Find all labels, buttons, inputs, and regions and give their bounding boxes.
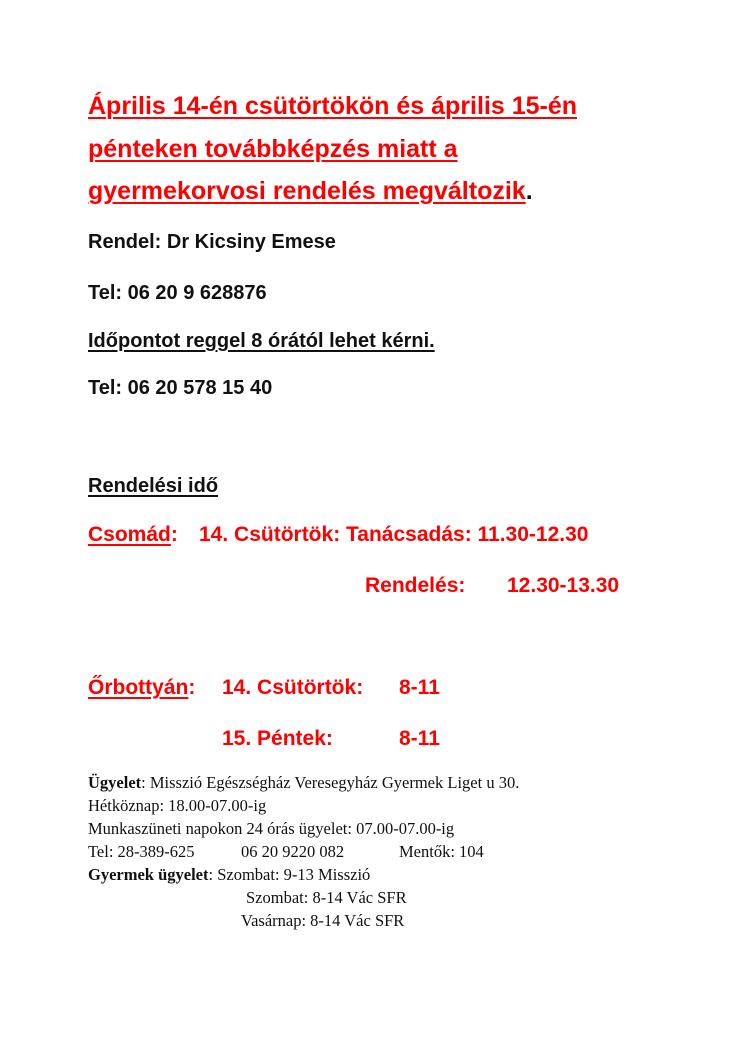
notice-line-2: pénteken továbbképzés miatt a bbox=[88, 135, 458, 163]
notice-line-3-text: gyermekorvosi rendelés megváltozik bbox=[88, 177, 526, 205]
appointment-line: Időpontot reggel 8 órától lehet kérni. bbox=[88, 330, 435, 352]
ugyelet-holiday: Munkaszüneti napokon 24 órás ügyelet: 07.00-07.00-ig bbox=[88, 819, 455, 838]
orbottyan-day1-time: 8-11 bbox=[399, 676, 440, 699]
csomad-rendeles-time: 12.30-13.30 bbox=[507, 574, 620, 597]
orbottyan-day2-label: 15. Péntek: bbox=[222, 727, 333, 750]
orbottyan-colon: : bbox=[188, 676, 196, 699]
ugyelet-mentok: Mentők: 104 bbox=[399, 842, 484, 861]
notice-line-1: Április 14-én csütörtökön és április 15-én bbox=[88, 92, 578, 120]
orbottyan-place: Őrbottyán bbox=[88, 676, 189, 699]
csomad-line bbox=[88, 523, 178, 547]
notice-line-3-period: . bbox=[525, 177, 533, 205]
ugyelet-label: Ügyelet bbox=[88, 773, 142, 792]
child-ugyelet-sat1: : Szombat: 9-13 Misszió bbox=[208, 865, 371, 884]
child-ugyelet-label: Gyermek ügyelet bbox=[88, 865, 209, 884]
orbottyan-day1-label: 14. Csütörtök: bbox=[222, 676, 364, 699]
csomad-colon: : bbox=[170, 523, 178, 546]
tel-line-2: Tel: 06 20 578 15 40 bbox=[88, 377, 273, 399]
hours-title: Rendelési idő bbox=[88, 475, 219, 497]
child-ugyelet-sun: Vasárnap: 8-14 Vác SFR bbox=[241, 911, 405, 930]
csomad-day: 14. Csütörtök: Tanácsadás: 11.30-12.30 bbox=[199, 523, 589, 546]
orbottyan-line bbox=[88, 676, 195, 700]
orbottyan-day2-time: 8-11 bbox=[399, 727, 440, 750]
ugyelet-tel: Tel: 28-389-625 bbox=[88, 842, 195, 861]
ugyelet-weekday: Hétköznap: 18.00-07.00-ig bbox=[88, 796, 267, 815]
ugyelet-text: : Misszió Egészségház Veresegyház Gyermek Liget u 30. bbox=[141, 773, 520, 792]
tel-line-1: Tel: 06 20 9 628876 bbox=[88, 282, 267, 304]
csomad-rendeles-label: Rendelés: bbox=[365, 574, 466, 597]
ugyelet-mobile: 06 20 9220 082 bbox=[241, 842, 345, 861]
csomad-place: Csomád bbox=[88, 523, 171, 546]
notice-line-3 bbox=[88, 177, 533, 206]
child-ugyelet-sat2: Szombat: 8-14 Vác SFR bbox=[246, 888, 407, 907]
doctor-line: Rendel: Dr Kicsiny Emese bbox=[88, 231, 336, 253]
child-ugyelet-line bbox=[88, 864, 370, 886]
ugyelet-line bbox=[88, 772, 519, 794]
